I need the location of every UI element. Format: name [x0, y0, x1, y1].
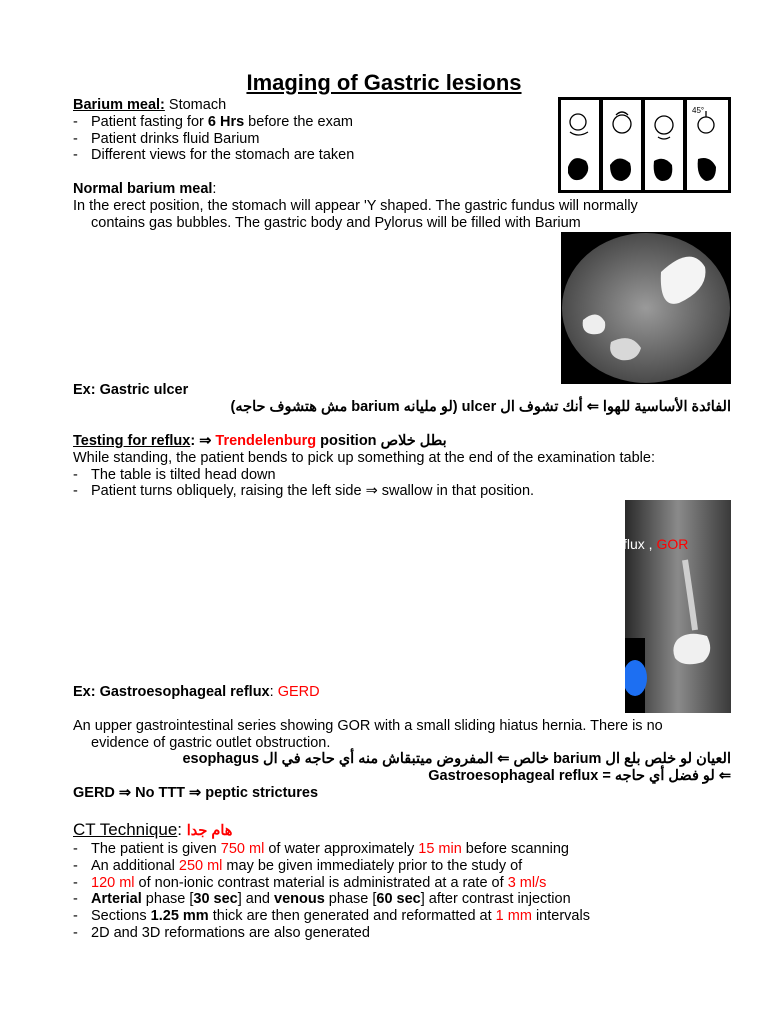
gerd-section — [73, 684, 733, 802]
list-item: - Patient fasting for 6 Hrs before the exam — [73, 114, 553, 131]
gerd-heading: Ex: Gastroesophageal reflux — [73, 684, 270, 700]
ct-item-text: thick are then generated and reformatted at — [208, 908, 496, 925]
ct-heading: CT Technique — [73, 820, 178, 839]
list-item: - Patient drinks fluid Barium — [73, 131, 553, 148]
ct-list-item — [73, 891, 733, 908]
ct-item-text: 250 ml — [178, 857, 223, 874]
ct-item-text: 60 sec — [376, 891, 421, 908]
ct-item-text: 3 ml/s — [507, 874, 547, 891]
reflux-section — [73, 433, 733, 500]
gastric-xray-image — [561, 232, 731, 384]
ct-item-text: phase [ — [324, 891, 377, 908]
ct-item-text: 2D and 3D reformations are also generated — [91, 924, 370, 941]
barium-positions-figure — [558, 97, 731, 193]
ct-item-text: phase [ — [141, 891, 194, 908]
ct-item-text: An additional — [91, 857, 179, 874]
ct-item-text: Arterial — [91, 891, 142, 908]
ct-item-text: 30 sec — [193, 891, 238, 908]
barium-meal-heading-line — [73, 97, 553, 114]
xray-caption: flux , GOR — [623, 536, 689, 552]
ct-list-item — [73, 841, 733, 858]
gastric-ulcer-section — [73, 382, 733, 416]
normal-barium-text-2: contains gas bubbles. The gastric body and Pylorus will be filled with Barium — [91, 214, 581, 231]
gerd-arabic-2: ⇐ لو فضل أي حاجه = Gastroesophageal reflux — [428, 768, 731, 785]
ct-section — [73, 820, 733, 942]
reflux-heading-line: Testing for reflux: ⇒ Trendelenburg position بطل خلاص — [73, 433, 447, 449]
normal-barium-section — [73, 181, 693, 231]
reflux-arabic: بطل خلاص — [380, 433, 447, 449]
normal-barium-text-1: In the erect position, the stomach will appear 'Y shaped. The gastric fundus will normally — [73, 197, 638, 214]
ct-item-text: ] after contrast injection — [420, 891, 571, 908]
list-item: - Patient turns obliquely, raising the left side ⇒ swallow in that position. — [73, 483, 733, 500]
ct-item-text: of non-ionic contrast material is administrated at a rate of — [134, 874, 508, 891]
xray-graphic — [561, 232, 731, 384]
gerd-conclusion: GERD ⇒ No TTT ⇒ peptic strictures — [73, 784, 319, 801]
ct-item-text: The patient is given — [91, 841, 221, 857]
ct-item-text: may be given immediately prior to the study of — [222, 857, 523, 874]
gerd-arabic-1: العيان لو خلص بلع ال barium خالص ⇐ المفروض ميتبقاش منه أي حاجه في ال esophagus — [182, 751, 731, 768]
gastric-ulcer-heading: Ex: Gastric ulcer — [73, 382, 189, 398]
ct-item-text: intervals — [531, 908, 590, 925]
ct-list-item — [73, 908, 733, 925]
barium-meal-section — [73, 97, 553, 164]
gerd-heading-line: Ex: Gastroesophageal reflux: GERD — [73, 684, 320, 700]
ct-item-text: Sections — [91, 908, 151, 925]
normal-barium-heading-line: Normal barium meal: — [73, 181, 217, 197]
list-item: - Different views for the stomach are taken — [73, 147, 553, 164]
ct-item-text: venous — [274, 891, 325, 908]
ct-item-text: of water approximately — [264, 841, 419, 857]
ct-item-text: ] and — [237, 891, 275, 908]
gerd-abbr: GERD — [277, 684, 320, 700]
ct-list — [73, 841, 733, 942]
reflux-xray-graphic — [625, 500, 731, 713]
normal-barium-heading: Normal barium meal — [73, 181, 213, 197]
page-title: Imaging of Gastric lesions — [246, 70, 522, 95]
ct-list-item — [73, 875, 733, 892]
reflux-xray-image — [625, 500, 731, 713]
barium-positions-diagram — [558, 97, 731, 193]
barium-meal-heading: Barium meal: — [73, 97, 165, 113]
trendelenburg-term: Trendelenburg — [215, 433, 317, 449]
angle-label: 45° — [692, 106, 705, 115]
ct-arabic: هام جدا — [186, 823, 233, 839]
gerd-description-2: evidence of gastric outlet obstruction. — [91, 734, 331, 751]
ct-item-text: 15 min — [418, 841, 462, 857]
ct-list-item — [73, 858, 733, 875]
ct-heading-line: CT Technique: هام جدا — [73, 820, 233, 839]
gastric-ulcer-arabic-note: الفائدة الأساسية للهوا ⇐ أنك تشوف ال ulcer (لو مليانه barium مش هتشوف حاجه) — [230, 398, 731, 415]
reflux-intro: While standing, the patient bends to pick up something at the end of the examination table: — [73, 449, 655, 466]
ct-list-item — [73, 925, 733, 942]
reflux-heading: Testing for reflux — [73, 433, 191, 449]
ct-item-text: 1.25 mm — [150, 908, 209, 925]
barium-meal-subject: Stomach — [168, 97, 227, 113]
ct-item-text: before scanning — [461, 841, 569, 857]
ct-item-text: 1 mm — [495, 908, 532, 925]
list-item: - The table is tilted head down — [73, 467, 733, 484]
gerd-description-1: An upper gastrointestinal series showing GOR with a small sliding hiatus hernia. There is no — [73, 717, 663, 734]
ct-item-text: 750 ml — [220, 841, 265, 857]
ct-item-text: 120 ml — [91, 874, 135, 891]
